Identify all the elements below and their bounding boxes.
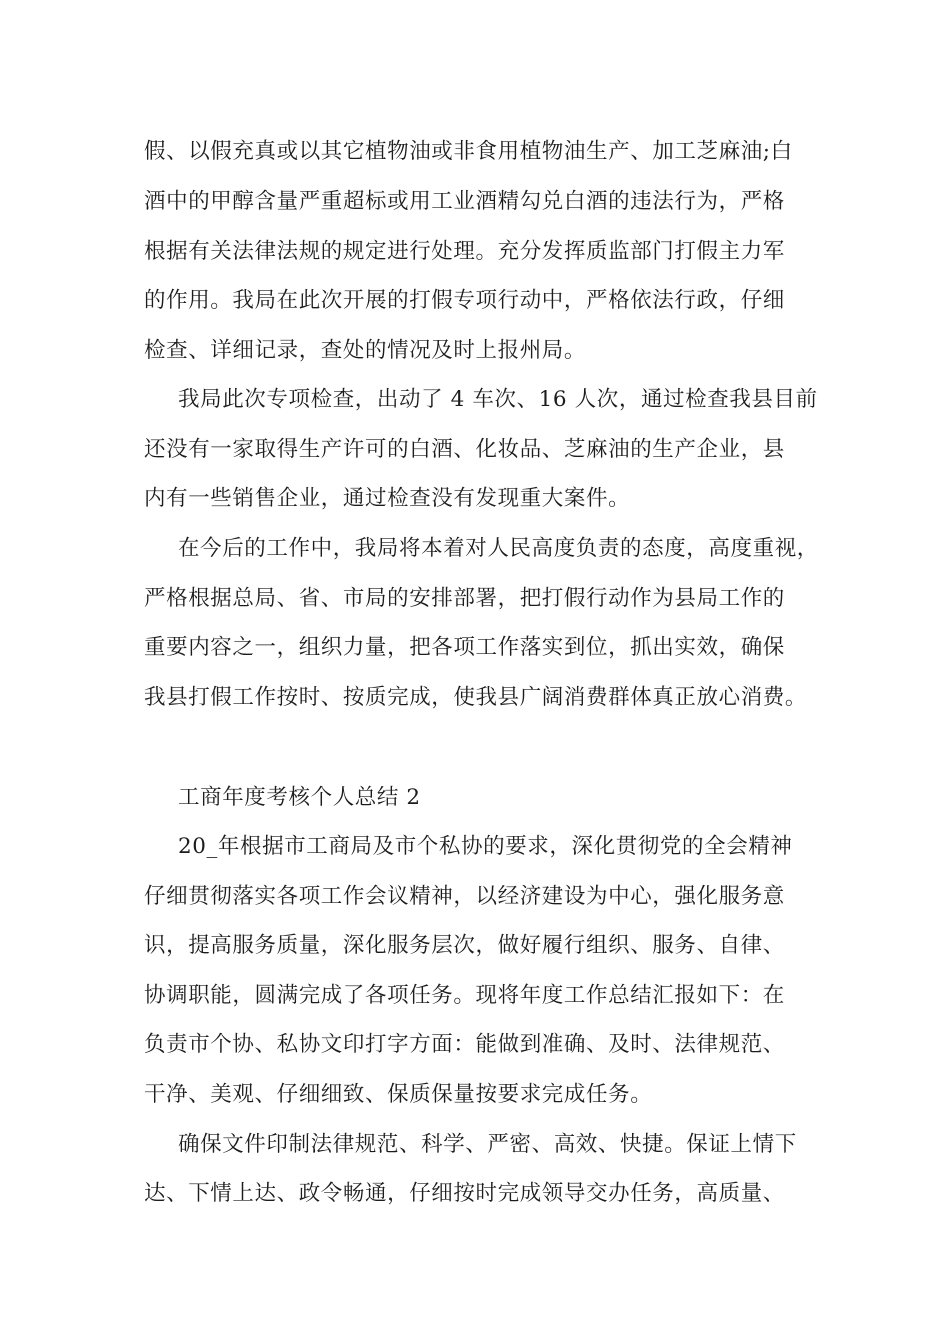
paragraph-4-line: 识，提高服务质量，深化服务层次，做好履行组织、服务、自律、 — [144, 933, 785, 958]
paragraph-4-line: 协调职能，圆满完成了各项任务。现将年度工作总结汇报如下：在 — [144, 983, 785, 1008]
paragraph-5-line: 达、下情上达、政令畅通，仔细按时完成领导交办任务，高质量、 — [144, 1181, 785, 1206]
paragraph-3-line: 重要内容之一，组织力量，把各项工作落实到位，抓出实效，确保 — [144, 635, 785, 660]
section-title: 工商年度考核个人总结 2 — [178, 785, 421, 810]
paragraph-1-line: 根据有关法律法规的规定进行处理。充分发挥质监部门打假主力军 — [144, 239, 785, 264]
paragraph-1-line: 假、以假充真或以其它植物油或非食用植物油生产、加工芝麻油;白 — [144, 139, 793, 164]
paragraph-3-line: 我县打假工作按时、按质完成，使我县广阔消费群体真正放心消费。 — [144, 685, 808, 710]
paragraph-4-line: 仔细贯彻落实各项工作会议精神，以经济建设为中心，强化服务意 — [144, 884, 785, 909]
paragraph-5-line: 确保文件印制法律规范、科学、严密、高效、快捷。保证上情下 — [178, 1132, 797, 1157]
paragraph-1-line: 检查、详细记录，查处的情况及时上报州局。 — [144, 338, 587, 363]
paragraph-3-line: 在今后的工作中，我局将本着对人民高度负责的态度，高度重视， — [178, 536, 819, 561]
paragraph-4-line: 负责市个协、私协文印打字方面：能做到准确、及时、法律规范、 — [144, 1032, 785, 1057]
paragraph-2-line: 内有一些销售企业，通过检查没有发现重大案件。 — [144, 486, 631, 511]
paragraph-2-line: 还没有一家取得生产许可的白酒、化妆品、芝麻油的生产企业，县 — [144, 437, 785, 462]
paragraph-2-line: 我局此次专项检查，出动了 4 车次、16 人次，通过检查我县目前 — [178, 387, 818, 412]
paragraph-4-line: 干净、美观、仔细细致、保质保量按要求完成任务。 — [144, 1082, 653, 1107]
paragraph-4-line: 20_年根据市工商局及市个私协的要求，深化贯彻党的全会精神 — [178, 834, 793, 859]
paragraph-1-line: 酒中的甲醇含量严重超标或用工业酒精勾兑白酒的违法行为，严格 — [144, 189, 785, 214]
paragraph-1-line: 的作用。我局在此次开展的打假专项行动中，严格依法行政，仔细 — [144, 288, 785, 313]
paragraph-3-line: 严格根据总局、省、市局的安排部署，把打假行动作为县局工作的 — [144, 586, 785, 611]
